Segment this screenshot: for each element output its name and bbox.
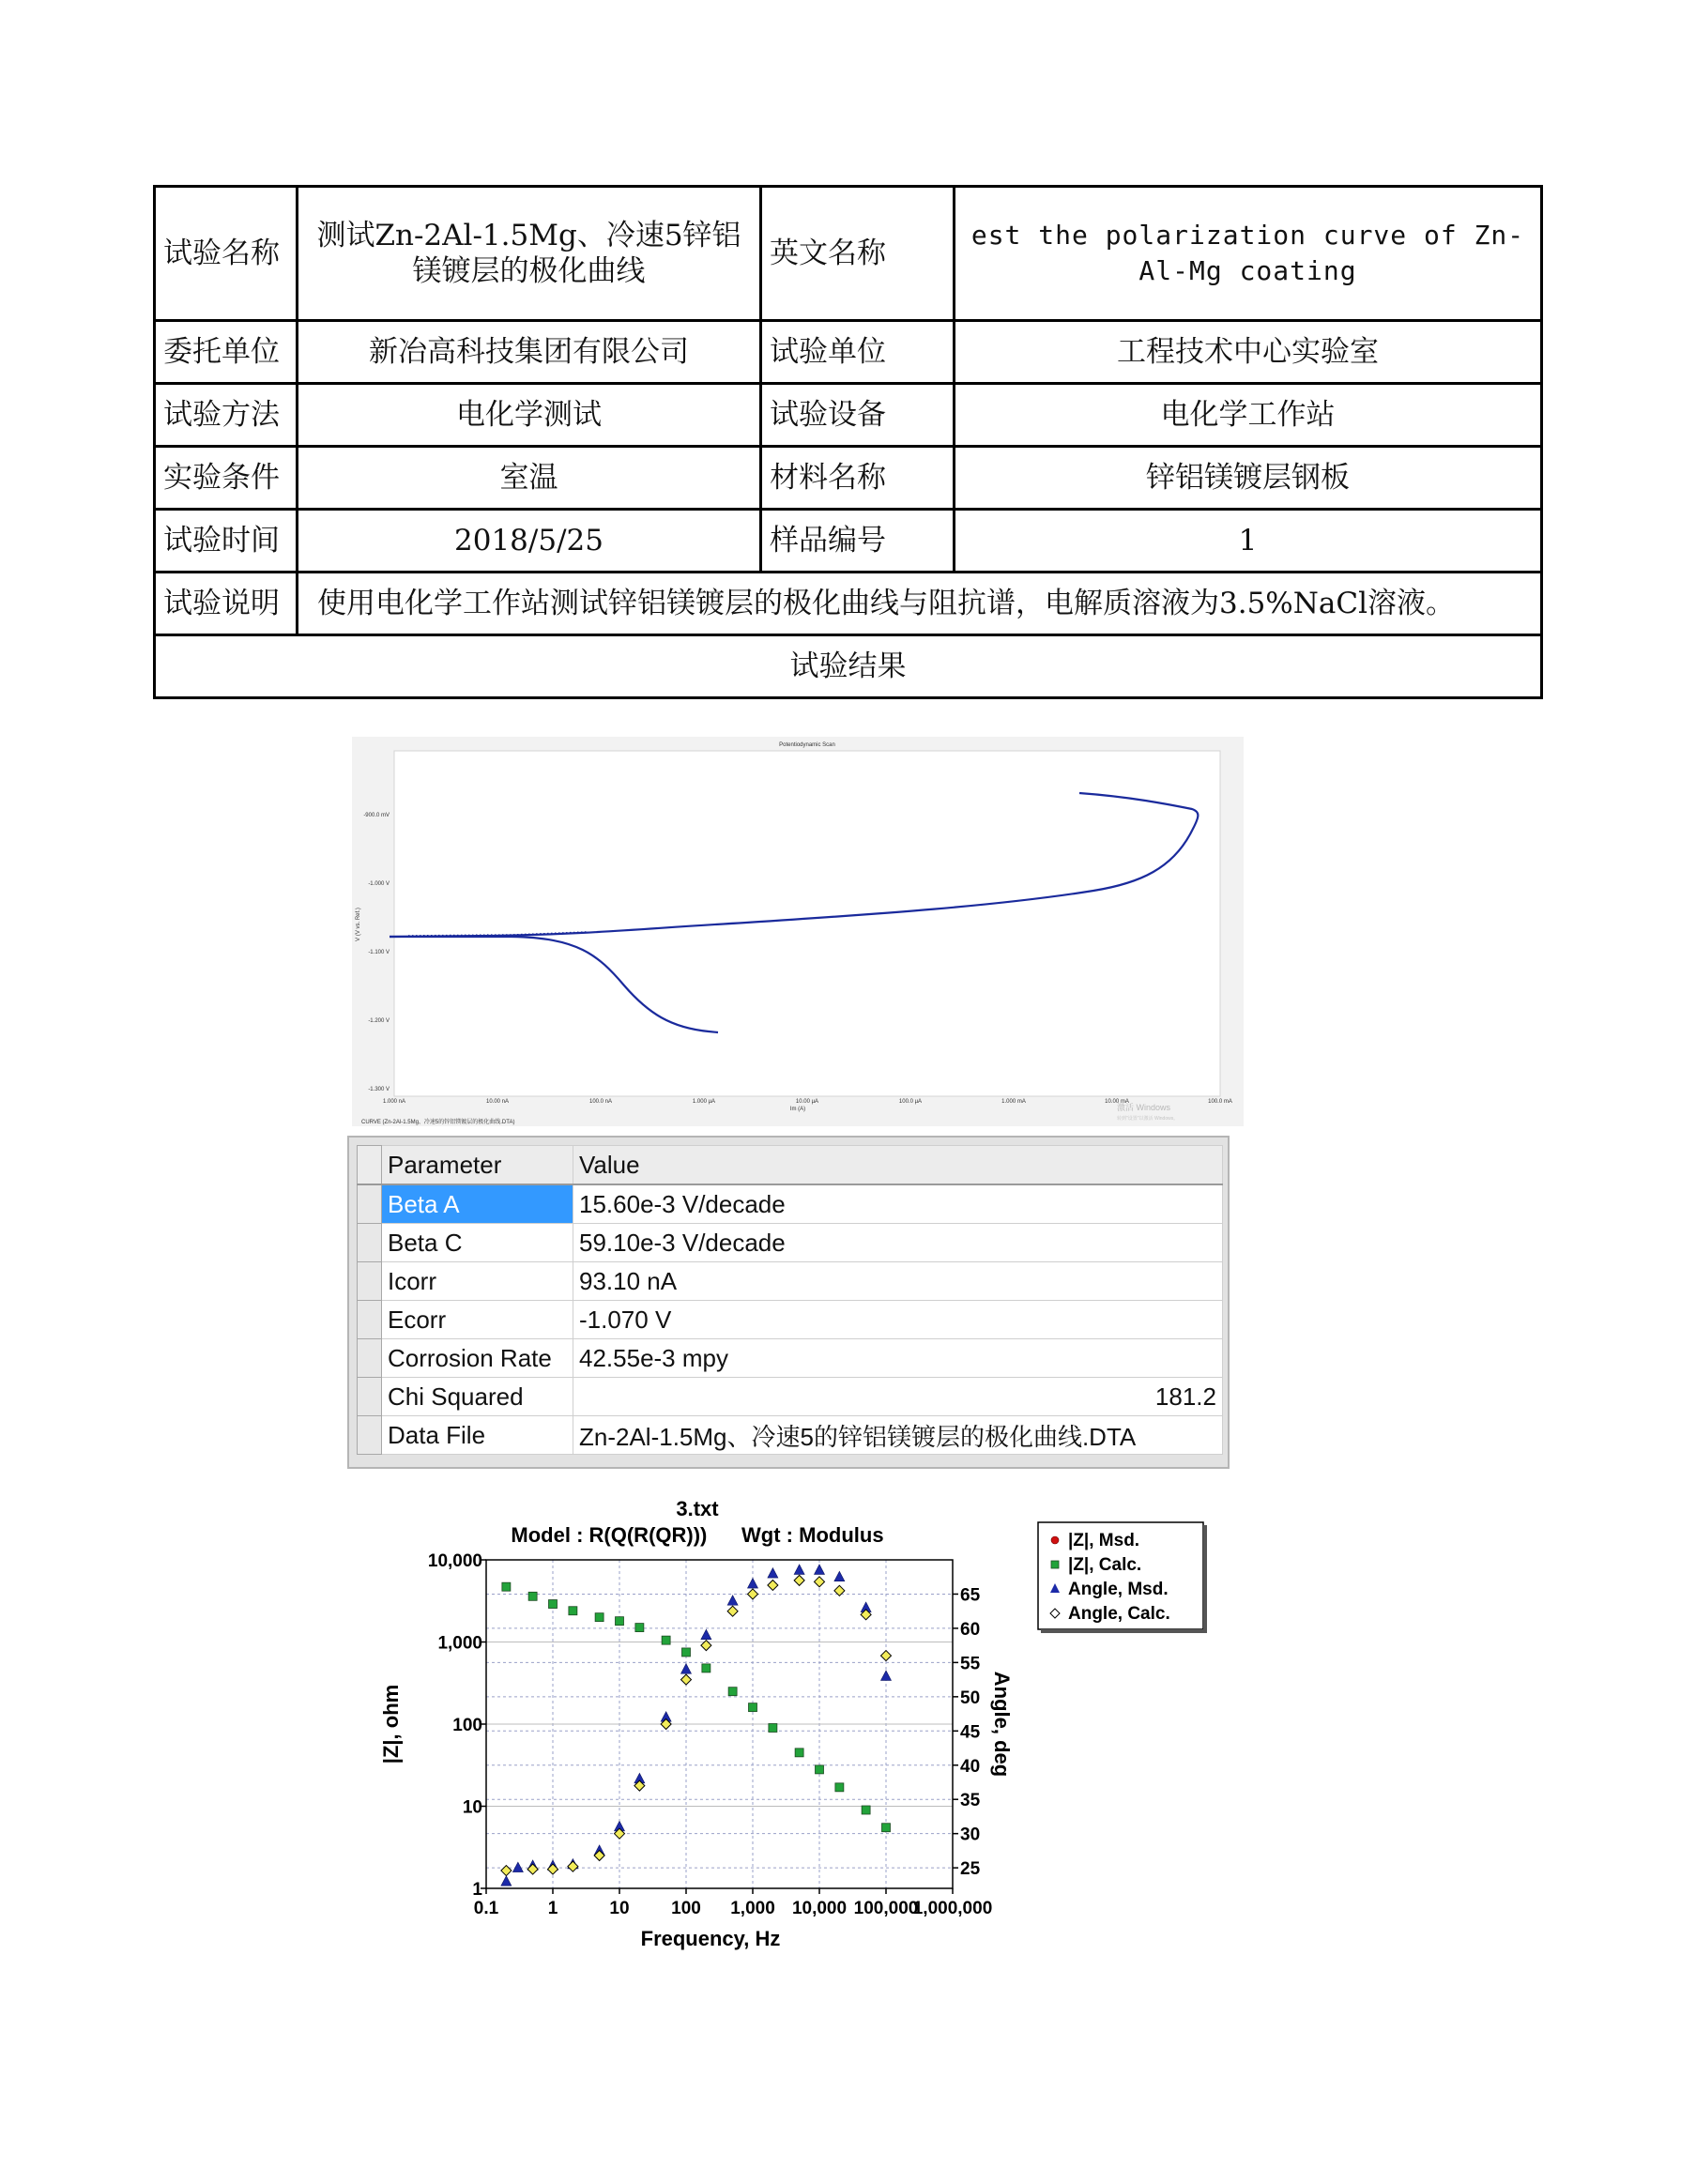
param-name-beta-c[interactable]: Beta C [382, 1224, 573, 1262]
angle-calc-point [501, 1866, 512, 1876]
param-name-corrosion-rate[interactable]: Corrosion Rate [382, 1339, 573, 1378]
results-heading: 试验结果 [155, 635, 1542, 698]
parameter-header-row [358, 1146, 1223, 1185]
legend-shadow [1041, 1629, 1207, 1633]
condition-label: 实验条件 [155, 447, 298, 510]
bode-chart [375, 1488, 1220, 1957]
polarization-y-tick-label: -1.100 V [368, 950, 390, 955]
row-header-stub[interactable] [358, 1416, 382, 1455]
bode-series [501, 1565, 892, 1886]
param-value-icorr[interactable]: 93.10 nA [573, 1262, 1223, 1301]
bode-y2-tick-label: 55 [960, 1654, 981, 1674]
polarization-ylabel: V (V vs. Ref.) [356, 908, 361, 941]
angle-measured-point [748, 1579, 758, 1589]
polarization-title: Potentiodynamic Scan [779, 742, 835, 748]
condition-value: 室温 [298, 447, 761, 510]
bode-x-tick-label: 10 [609, 1899, 630, 1918]
angle-calc-point [768, 1580, 778, 1590]
modulus-calc-point [682, 1648, 691, 1657]
modulus-calc-point [595, 1613, 604, 1622]
polarization-y-tick-label: -1.200 V [368, 1018, 390, 1024]
table-row[interactable] [358, 1301, 1223, 1339]
modulus-calc-point [662, 1636, 670, 1644]
client-value: 新冶高科技集团有限公司 [298, 321, 761, 384]
table-row[interactable] [358, 1224, 1223, 1262]
angle-measured-point [794, 1565, 804, 1575]
param-value-ecorr[interactable]: -1.070 V [573, 1301, 1223, 1339]
param-value-beta-c[interactable]: 59.10e-3 V/decade [573, 1224, 1223, 1262]
parameter-grid [347, 1136, 1230, 1469]
english-name-label: 英文名称 [761, 187, 955, 321]
material-label: 材料名称 [761, 447, 955, 510]
modulus-calc-point [728, 1688, 737, 1696]
angle-measured-point [881, 1671, 892, 1681]
polarization-y-tick-label: -900.0 mV [363, 813, 390, 818]
bode-y2-tick-label: 65 [960, 1585, 981, 1606]
param-value-chi-squared[interactable]: 181.2 [573, 1378, 1223, 1416]
modulus-calc-point [862, 1806, 870, 1814]
angle-calc-point [681, 1674, 692, 1685]
bode-y2-tick-label: 25 [960, 1859, 981, 1880]
polarization-plot-area [394, 751, 1220, 1096]
bode-y2-tick-label: 40 [960, 1756, 981, 1777]
bode-y2-tick-label: 60 [960, 1619, 981, 1640]
param-value-corrosion-rate[interactable]: 42.55e-3 mpy [573, 1339, 1223, 1378]
test-name-label: 试验名称 [155, 187, 298, 321]
angle-measured-point [501, 1876, 512, 1886]
bode-x-tick-label: 100 [671, 1899, 701, 1918]
sample-label: 样品编号 [761, 510, 955, 573]
description-label: 试验说明 [155, 573, 298, 635]
date-label: 试验时间 [155, 510, 298, 573]
bode-x-tick-label: 1,000 [730, 1899, 775, 1918]
bode-title: 3.txt [676, 1497, 719, 1520]
row-header-stub[interactable] [358, 1224, 382, 1262]
param-value-data-file[interactable]: Zn-2Al-1.5Mg、冷速5的锌铝镁镀层的极化曲线.DTA [573, 1416, 1223, 1455]
client-label: 委托单位 [155, 321, 298, 384]
bode-xlabel: Frequency, Hz [640, 1927, 781, 1950]
angle-measured-point [512, 1862, 523, 1872]
table-row [155, 321, 1542, 384]
polarization-legend: CURVE (Zn-2Al-1.5Mg、冷速5的锌铝镁镀层的极化曲线.DTA) [361, 1120, 515, 1125]
polarization-x-tick-label: 1.000 µA [692, 1099, 716, 1105]
bode-y-ticks [428, 1551, 486, 1900]
modulus-calc-point [528, 1592, 537, 1600]
bode-svg [375, 1488, 1220, 1957]
modulus-calc-point [635, 1624, 644, 1632]
parameter-column-header[interactable]: Parameter [382, 1146, 573, 1185]
table-row [155, 447, 1542, 510]
param-name-chi-squared[interactable]: Chi Squared [382, 1378, 573, 1416]
polarization-x-ticks [383, 1099, 1232, 1105]
angle-measured-point [681, 1664, 692, 1674]
row-header-stub[interactable] [358, 1378, 382, 1416]
bode-y-tick-label: 10 [462, 1797, 482, 1818]
modulus-calc-point [549, 1600, 558, 1609]
polarization-svg [352, 737, 1244, 1126]
polarization-x-tick-label: 1.000 mA [1001, 1099, 1026, 1105]
bode-y-tick-label: 10,000 [427, 1551, 482, 1571]
polarization-x-tick-label: 100.0 mA [1208, 1099, 1232, 1105]
angle-measured-point [815, 1565, 825, 1575]
param-name-ecorr[interactable]: Ecorr [382, 1301, 573, 1339]
angle-calc-point [727, 1606, 738, 1616]
legend-marker-modulus-calc [1051, 1561, 1059, 1568]
bode-y2-tick-label: 50 [960, 1688, 981, 1708]
material-value: 锌铝镁镀层钢板 [955, 447, 1542, 510]
bode-y2label: Angle, deg [990, 1671, 1014, 1778]
modulus-calc-point [616, 1617, 624, 1626]
bode-gridlines [486, 1560, 953, 1888]
modulus-calc-point [882, 1824, 891, 1832]
table-row[interactable] [358, 1378, 1223, 1416]
bode-legend [1038, 1522, 1207, 1633]
modulus-calc-point [835, 1783, 844, 1792]
row-header-stub[interactable] [358, 1301, 382, 1339]
polarization-y-tick-label: -1.300 V [368, 1087, 390, 1092]
value-column-header[interactable]: Value [573, 1146, 1223, 1185]
legend-label: |Z|, Calc. [1068, 1555, 1142, 1575]
angle-calc-point [748, 1589, 758, 1599]
bode-x-tick-label: 1 [547, 1899, 558, 1918]
bode-subtitle: Model : R(Q(R(QR))) Wgt : Modulus [511, 1523, 884, 1547]
bode-x-tick-label: 1,000,000 [912, 1899, 993, 1918]
bode-x-tick-label: 10,000 [791, 1899, 848, 1918]
modulus-calc-point [769, 1724, 777, 1733]
modulus-calc-point [502, 1582, 511, 1591]
param-name-data-file[interactable]: Data File [382, 1416, 573, 1455]
legend-label: |Z|, Msd. [1068, 1531, 1140, 1550]
angle-calc-point [527, 1864, 538, 1874]
bode-ylabel: |Z|, ohm [379, 1684, 403, 1764]
bode-y2-tick-label: 35 [960, 1791, 981, 1811]
table-row [155, 573, 1542, 635]
description-value: 使用电化学工作站测试锌铝镁镀层的极化曲线与阻抗谱，电解质溶液为3.5%NaCl溶液。 [298, 573, 1542, 635]
angle-measured-point [727, 1596, 738, 1606]
row-header-stub[interactable] [358, 1262, 382, 1301]
activation-watermark-sub: 转到"设置"以激活 Windows。 [1117, 1116, 1179, 1122]
bode-y-tick-label: 1,000 [437, 1633, 482, 1654]
bode-x-tick-label: 0.1 [473, 1899, 499, 1918]
polarization-x-tick-label: 10.00 mA [1105, 1099, 1129, 1105]
activation-watermark: 激活 Windows [1117, 1103, 1171, 1112]
polarization-x-tick-label: 10.00 nA [485, 1099, 510, 1105]
equipment-value: 电化学工作站 [955, 384, 1542, 447]
polarization-xlabel: Im (A) [789, 1107, 806, 1112]
angle-calc-point [881, 1651, 892, 1661]
modulus-calc-point [795, 1749, 803, 1757]
row-header-stub[interactable] [358, 1339, 382, 1378]
table-row[interactable] [358, 1262, 1223, 1301]
sample-value: 1 [955, 510, 1542, 573]
polarization-y-tick-label: -1.000 V [368, 881, 390, 887]
angle-measured-point [768, 1568, 778, 1579]
english-name-value: est the polarization curve of Zn-Al-Mg coating [955, 187, 1542, 321]
lab-label: 试验单位 [761, 321, 955, 384]
legend-shadow [1203, 1525, 1207, 1632]
polarization-chart [352, 737, 1244, 1126]
polarization-x-tick-label: 1.000 nA [382, 1099, 406, 1105]
angle-measured-point [834, 1571, 845, 1581]
lab-value: 工程技术中心实验室 [955, 321, 1542, 384]
bode-x-ticks [474, 1888, 992, 1918]
method-value: 电化学测试 [298, 384, 761, 447]
bode-y2-tick-label: 45 [960, 1722, 981, 1743]
parameter-table [357, 1145, 1223, 1455]
polarization-x-tick-label: 100.0 nA [588, 1099, 613, 1105]
table-row[interactable] [358, 1339, 1223, 1378]
legend-label: Angle, Msd. [1068, 1580, 1169, 1599]
table-row [155, 187, 1542, 321]
param-name-beta-a[interactable]: Beta A [382, 1184, 573, 1224]
polarization-x-tick-label: 10.00 µA [795, 1099, 819, 1105]
row-header-stub[interactable] [358, 1184, 382, 1224]
test-name-value: 测试Zn-2Al-1.5Mg、冷速5锌铝镁镀层的极化曲线 [298, 187, 761, 321]
angle-calc-point [815, 1577, 825, 1587]
method-label: 试验方法 [155, 384, 298, 447]
table-row [155, 510, 1542, 573]
bode-y2-tick-label: 30 [960, 1825, 981, 1845]
angle-calc-point [794, 1575, 804, 1585]
modulus-calc-point [702, 1664, 710, 1672]
param-value-beta-a[interactable]: 15.60e-3 V/decade [573, 1184, 1223, 1224]
bode-y-tick-label: 100 [452, 1716, 482, 1735]
legend-marker-modulus-measured [1051, 1536, 1059, 1544]
report-info-table [153, 185, 1543, 699]
modulus-calc-point [816, 1765, 824, 1774]
table-row[interactable] [358, 1416, 1223, 1455]
bode-y2-ticks [953, 1585, 981, 1879]
table-row [155, 384, 1542, 447]
polarization-x-tick-label: 100.0 µA [898, 1099, 923, 1105]
table-row [155, 635, 1542, 698]
angle-calc-point [548, 1864, 558, 1874]
modulus-calc-point [569, 1607, 577, 1615]
modulus-calc-point [749, 1703, 757, 1712]
angle-calc-point [568, 1861, 578, 1871]
legend-label: Angle, Calc. [1068, 1604, 1170, 1624]
bode-y-tick-label: 1 [472, 1880, 482, 1900]
bode-x-tick-label: 100,000 [853, 1899, 919, 1918]
param-name-icorr[interactable]: Icorr [382, 1262, 573, 1301]
angle-measured-point [701, 1629, 711, 1640]
table-row[interactable] [358, 1184, 1223, 1224]
equipment-label: 试验设备 [761, 384, 955, 447]
date-value: 2018/5/25 [298, 510, 761, 573]
polarization-y-ticks [363, 813, 390, 1092]
row-header-stub [358, 1146, 382, 1185]
